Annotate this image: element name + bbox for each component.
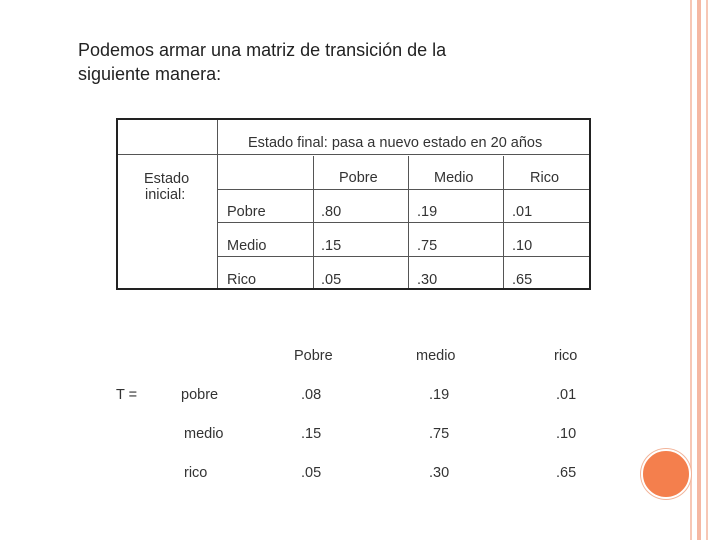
matrix-col-header: medio xyxy=(416,348,456,364)
decorative-side-line xyxy=(706,0,708,540)
matrix-cell: .01 xyxy=(556,387,577,403)
table-cell: .75 xyxy=(417,238,438,254)
matrix-row-label: pobre xyxy=(181,387,219,403)
table-cell: .19 xyxy=(417,204,438,220)
table-header-initial: inicial: xyxy=(145,187,186,203)
matrix-cell: .10 xyxy=(556,426,577,442)
matrix-cell: .30 xyxy=(429,465,450,481)
intro-text: Podemos armar una matriz de transición de la siguiente manera: xyxy=(78,40,447,84)
table-col-header: Pobre xyxy=(339,170,378,186)
table-cell: .65 xyxy=(512,272,533,288)
decorative-side-line xyxy=(690,0,692,540)
table-row-label: Rico xyxy=(227,272,257,288)
table-cell: .01 xyxy=(512,204,533,220)
table-divider xyxy=(217,256,589,257)
matrix-cell: .65 xyxy=(556,465,577,481)
transition-table xyxy=(116,118,591,290)
matrix-cell: .05 xyxy=(301,465,322,481)
table-row-label: Medio xyxy=(227,238,267,254)
matrix-symbol: T = xyxy=(116,387,138,403)
table-col-header: Rico xyxy=(530,170,560,186)
table-header-initial: Estado xyxy=(144,171,190,187)
matrix-col-header: rico xyxy=(554,348,578,364)
matrix-cell: .15 xyxy=(301,426,322,442)
table-cell: .05 xyxy=(321,272,342,288)
matrix-cell: .08 xyxy=(301,387,322,403)
table-row-label: Pobre xyxy=(227,204,266,220)
table-col-header: Medio xyxy=(434,170,474,186)
matrix-col-header: Pobre xyxy=(294,348,333,364)
table-divider xyxy=(217,189,589,190)
matrix-cell: .19 xyxy=(429,387,450,403)
matrix-cell: .75 xyxy=(429,426,450,442)
table-cell: .15 xyxy=(321,238,342,254)
table-divider xyxy=(217,120,218,288)
table-divider xyxy=(118,154,589,155)
decorative-side-line xyxy=(697,0,701,540)
table-cell: .10 xyxy=(512,238,533,254)
table-header-final: Estado final: pasa a nuevo estado en 20 años xyxy=(248,135,543,151)
table-cell: .30 xyxy=(417,272,438,288)
table-divider xyxy=(217,222,589,223)
matrix-row-label: medio xyxy=(184,426,224,442)
table-cell: .80 xyxy=(321,204,342,220)
matrix-row-label: rico xyxy=(184,465,208,481)
decorative-circle xyxy=(641,449,691,499)
